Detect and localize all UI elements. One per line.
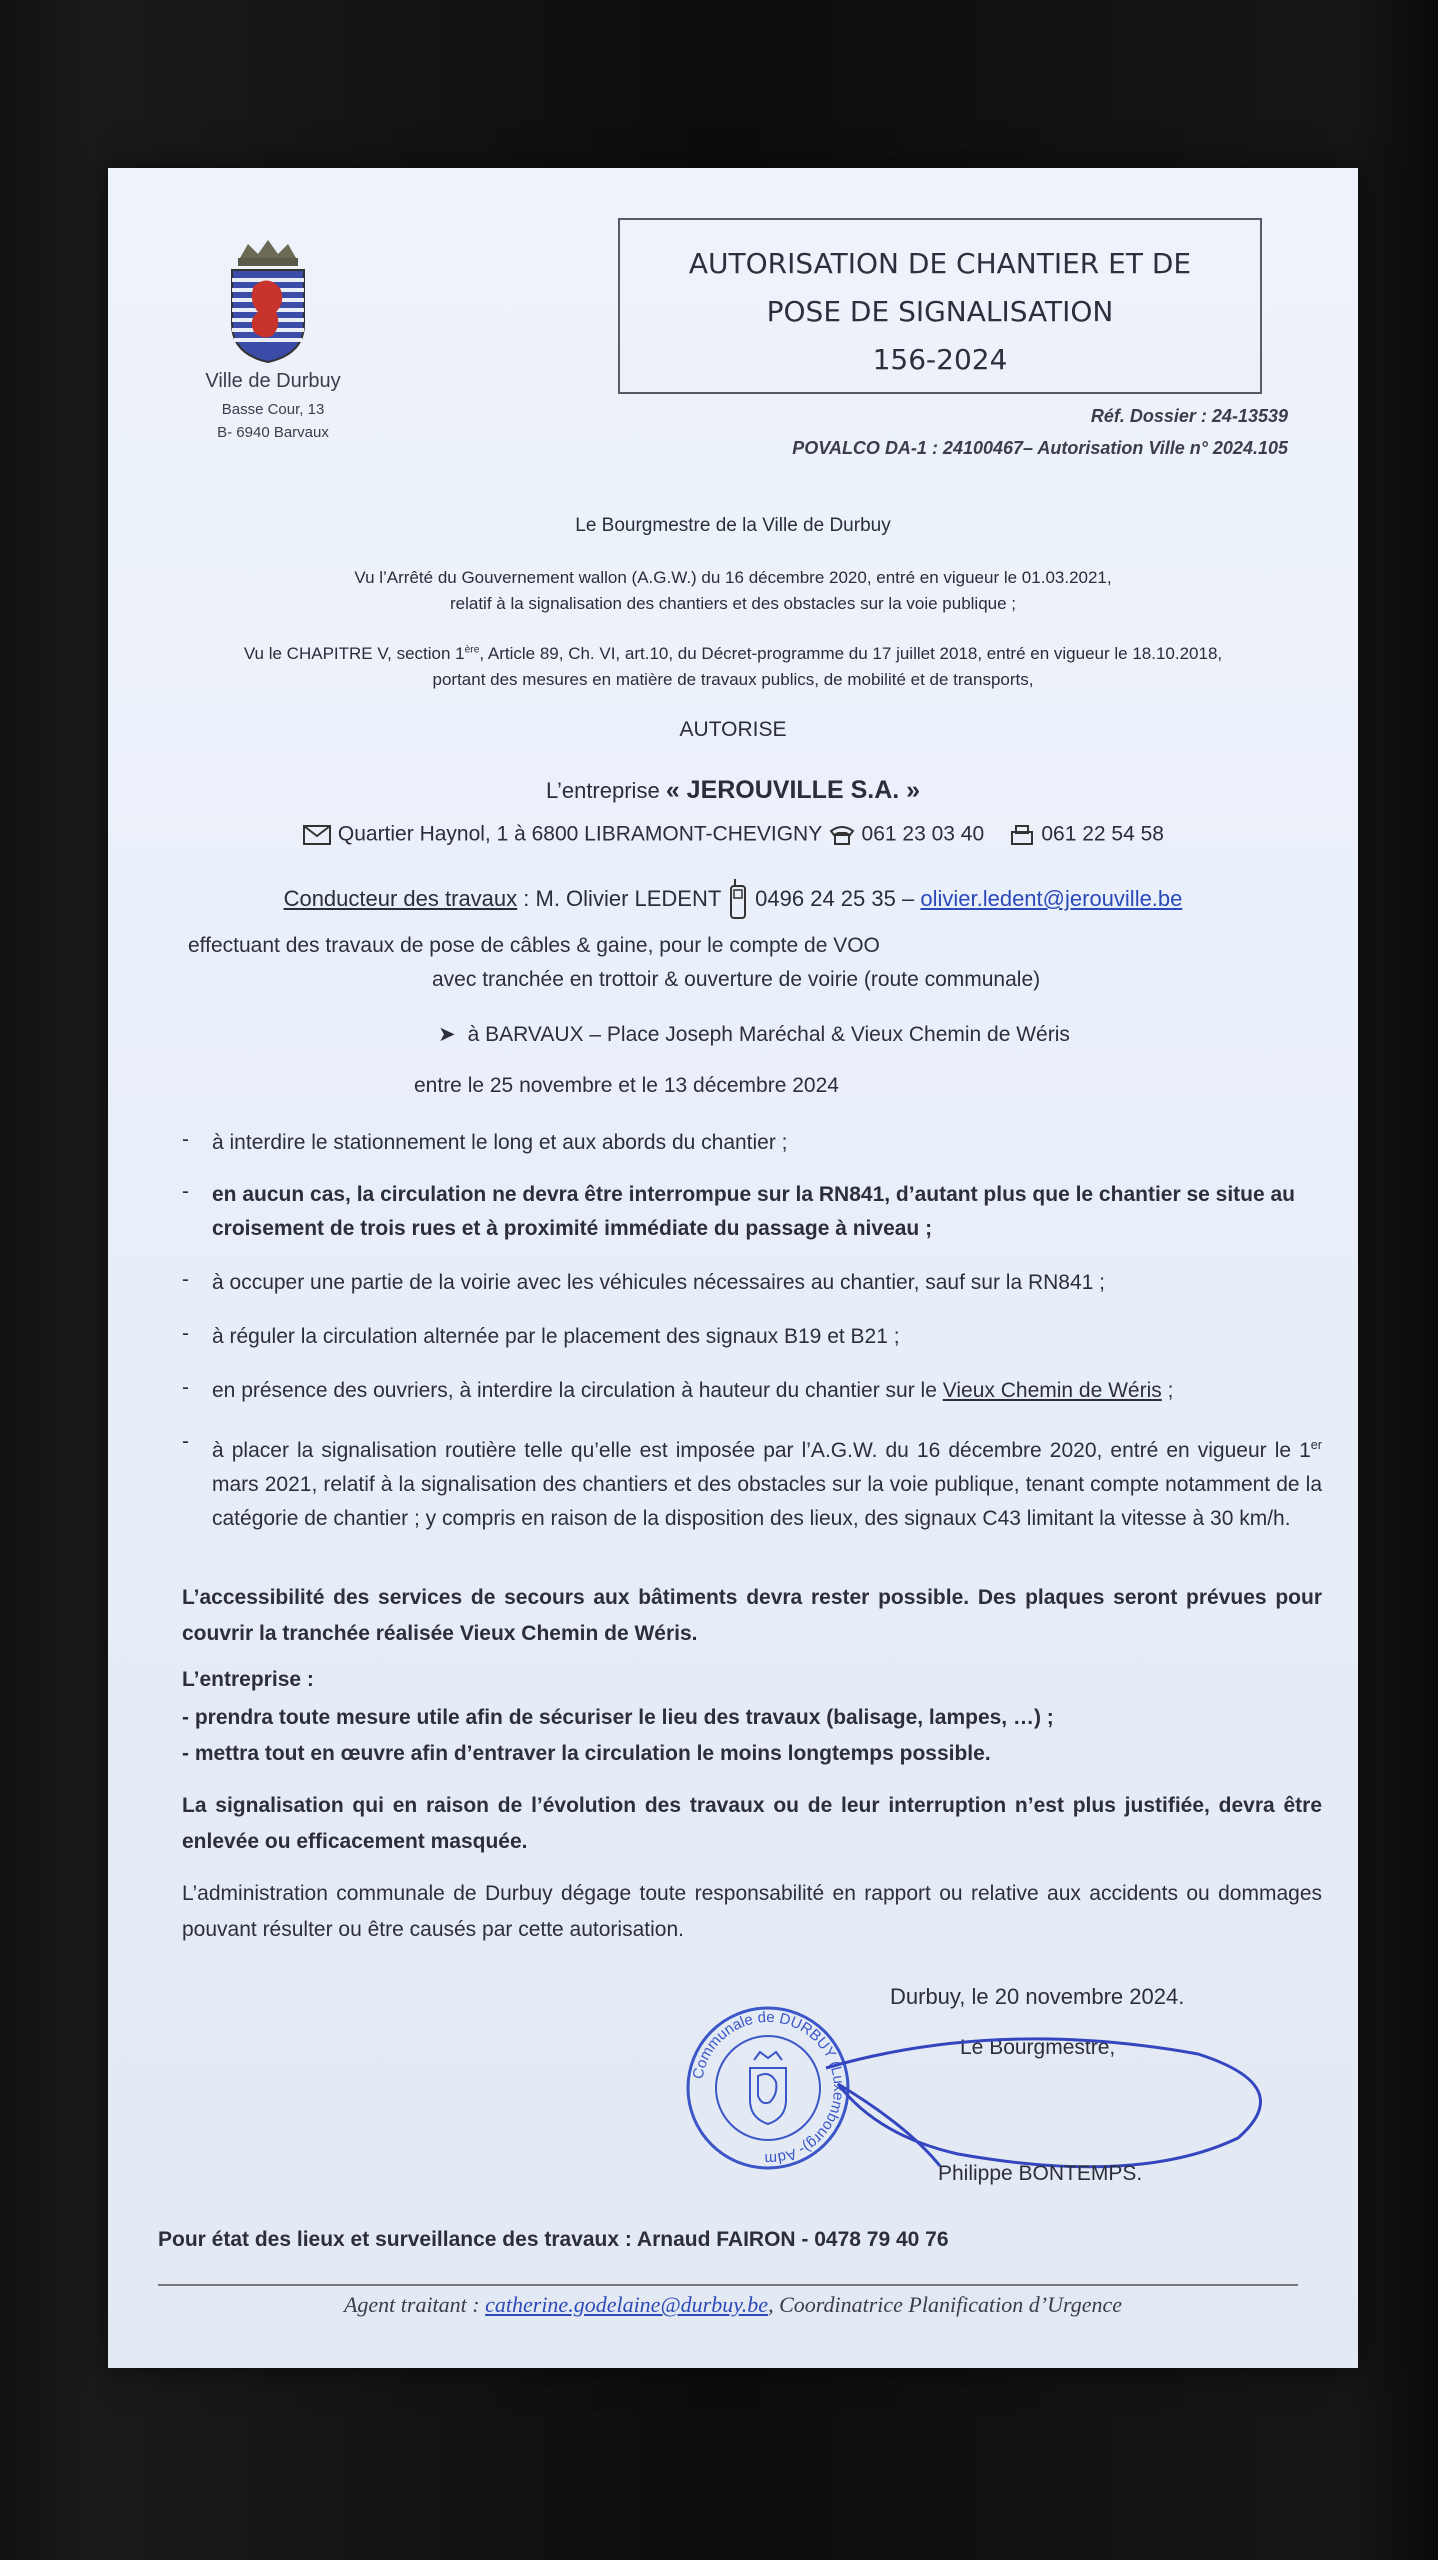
company-name: « JEROUVILLE S.A. »	[665, 776, 921, 804]
document-title-box	[618, 218, 1262, 394]
conductor-line: Conducteur des travaux : M. Olivier LEDENT 0496 24 25 35 – olivier.ledent@jerouville.be	[108, 878, 1358, 922]
issuer-line: Le Bourgmestre de la Ville de Durbuy	[575, 515, 891, 536]
condition-no-interruption-rn841: en aucun cas, la circulation ne devra être interrompue sur la RN841, d’autant plus que le chantier se situe au croisement de trois rues et à proximité immédiate du passage à niveau ;	[212, 1183, 1296, 1240]
condition-no-parking: à interdire le stationnement le long et aux abords du chantier ;	[212, 1131, 788, 1154]
legal-basis-1a: Vu l’Arrêté du Gouvernement wallon (A.G.W.) du 16 décembre 2020, entré en vigueur le 01.03.2021,	[354, 568, 1112, 587]
document-page	[108, 168, 1358, 2368]
company-line	[108, 776, 1358, 805]
town-name: Ville de Durbuy	[205, 370, 341, 392]
town-address-line-2: B- 6940 Barvaux	[217, 424, 329, 441]
conductor-email-link[interactable]: olivier.ledent@jerouville.be	[920, 885, 1183, 911]
svg-text:Communale de DURBUY (Luxembour: Communale de DURBUY (Luxembourg)- Adm	[689, 2008, 848, 2168]
site-inspection-contact: Pour état des lieux et surveillance des travaux : Arnaud FAIRON - 0478 79 40 76	[158, 2228, 949, 2251]
town-crest-logo	[218, 236, 318, 366]
bullet-dash: -	[182, 1128, 189, 1151]
signatory-name: Philippe BONTEMPS.	[938, 2162, 1143, 2185]
conductor-label: Conducteur des travaux	[283, 885, 518, 911]
company-obligation-1: - prendra toute mesure utile afin de sécuriser le lieu des travaux (balisage, lampes, …) ;	[182, 1706, 1054, 1729]
authorise-heading: AUTORISE	[679, 718, 787, 741]
conductor-name: : M. Olivier LEDENT	[523, 885, 721, 911]
company-fax: 061 22 54 58	[1041, 822, 1164, 846]
envelope-icon	[302, 822, 332, 848]
access-paragraph: L’accessibilité des services de secours aux bâtiments devra rester possible. Des plaques seront prévues pour couvrir la tranchée réalisée Vieux Chemin de Wéris.	[182, 1586, 1322, 1645]
bullet-dash: -	[182, 1430, 189, 1453]
company-address: Quartier Haynol, 1 à 6800 LIBRAMONT-CHEVIGNY	[337, 822, 822, 846]
condition-alternate-traffic: à réguler la circulation alternée par le placement des signaux B19 et B21 ;	[212, 1325, 900, 1348]
conductor-mobile: 0496 24 25 35	[755, 885, 896, 911]
company-prefix: L’entreprise	[545, 778, 660, 803]
liability-paragraph: L’administration communale de Durbuy dégage toute responsabilité en rapport ou relative aux accidents ou dommages pouvant résulter ou être causés par cette autorisation.	[182, 1882, 1322, 1941]
company-contact-line	[108, 822, 1358, 848]
works-location: ➤ à BARVAUX – Place Joseph Maréchal & Vieux Chemin de Wéris	[438, 1023, 1070, 1046]
condition-occupy-road: à occuper une partie de la voirie avec les véhicules nécessaires au chantier, sauf sur la RN841 ;	[212, 1271, 1105, 1294]
signature-role: Le Bourgmestre,	[960, 2036, 1116, 2059]
legal-basis-2b: portant des mesures en matière de travaux publics, de mobilité et de transports,	[432, 670, 1034, 689]
mobile-phone-icon	[727, 878, 749, 922]
condition-closure-weris: en présence des ouvriers, à interdire la circulation à hauteur du chantier sur le Vieux Chemin de Wéris ;	[212, 1379, 1174, 1402]
footer-divider	[158, 2284, 1298, 2286]
signage-removal-paragraph: La signalisation qui en raison de l’évolution des travaux ou de leur interruption n’est plus justifiée, devra être enlevée ou efficacement masquée.	[182, 1794, 1322, 1853]
reference-dossier: Réf. Dossier : 24-13539	[1090, 406, 1288, 426]
works-description-1: effectuant des travaux de pose de câbles & gaine, pour le compte de VOO	[188, 934, 880, 957]
reference-povalco: POVALCO DA-1 : 24100467– Autorisation Ville n° 2024.105	[792, 438, 1288, 458]
agent-email-link[interactable]: catherine.godelaine@durbuy.be	[485, 2292, 769, 2317]
signature-place-date: Durbuy, le 20 novembre 2024.	[890, 1984, 1185, 2009]
condition-signage-agw: à placer la signalisation routière telle qu’elle est imposée par l’A.G.W. du 16 décembre 2020, entré en vigueur le 1er mars 2021, relatif à la signalisation des chantiers et des obstacles sur la voie publique, tenant compte notamment de la catégorie de chantier ; y compris en raison de la disposition des lieux, des signaux C43 limitant la vitesse à 30 km/h.	[212, 1438, 1322, 1530]
bullet-dash: -	[182, 1268, 189, 1291]
title-line-1: AUTORISATION DE CHANTIER ET DE	[688, 247, 1192, 280]
town-address	[148, 398, 398, 444]
fax-icon	[1008, 823, 1036, 847]
title-line-2: POSE DE SIGNALISATION	[766, 295, 1114, 328]
telephone-icon	[828, 823, 856, 847]
company-obligation-2: - mettra tout en œuvre afin d’entraver la circulation le moins longtemps possible.	[182, 1742, 991, 1765]
town-address-line-1: Basse Cour, 13	[221, 401, 325, 418]
handling-agent-line: Agent traitant : catherine.godelaine@durbuy.be, Coordinatrice Planification d’Urgence	[343, 2292, 1123, 2317]
legal-basis-1b: relatif à la signalisation des chantiers et des obstacles sur la voie publique ;	[449, 594, 1017, 613]
company-obligations-title: L’entreprise :	[182, 1668, 314, 1691]
title-line-3: 156-2024	[872, 343, 1008, 376]
works-description-2: avec tranchée en trottoir & ouverture de voirie (route communale)	[432, 968, 1041, 991]
arrow-bullet-icon: ➤	[438, 1023, 456, 1046]
bullet-dash: -	[182, 1322, 189, 1345]
works-dates: entre le 25 novembre et le 13 décembre 2024	[414, 1074, 839, 1097]
company-phone: 061 23 03 40	[861, 822, 985, 846]
bullet-dash: -	[182, 1180, 189, 1203]
legal-basis-2a: Vu le CHAPITRE V, section 1ère, Article 89, Ch. VI, art.10, du Décret-programme du 17 juillet 2018, entré en vigueur le 18.10.2018,	[243, 644, 1223, 663]
bullet-dash: -	[182, 1376, 189, 1399]
